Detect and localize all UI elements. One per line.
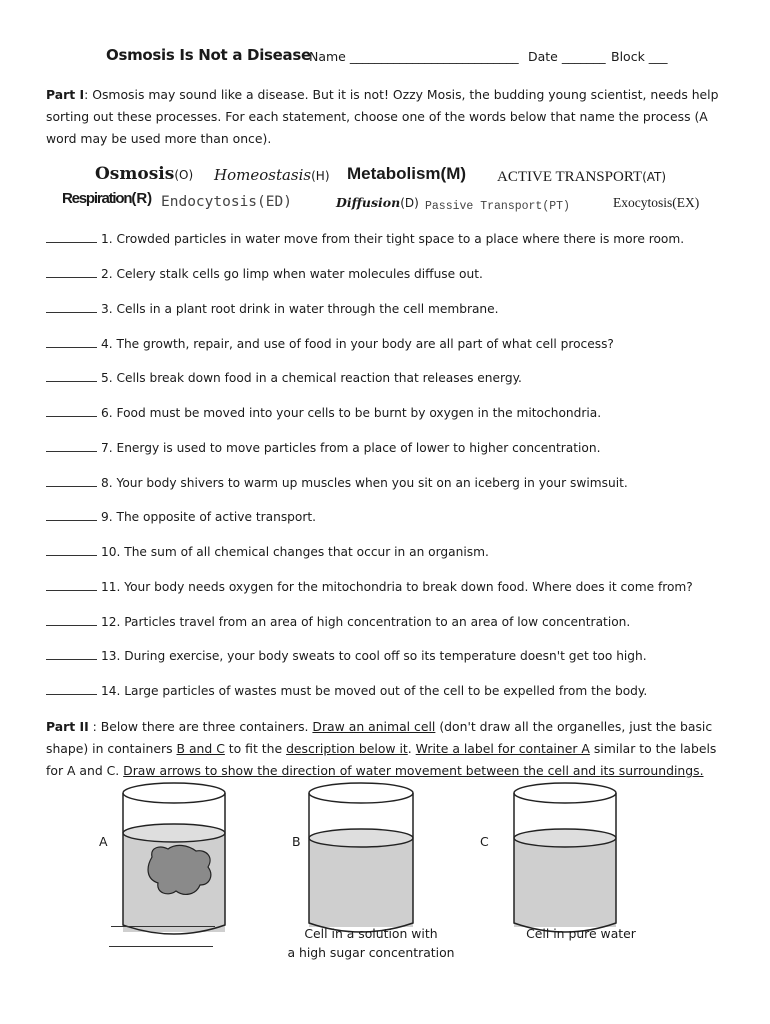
question-8: 8. Your body shivers to warm up muscles when you sit on an iceberg in your swimsuit. [46,476,628,490]
word-respiration: Respiration(R) [62,190,153,207]
question-3: 3. Cells in a plant root drink in water through the cell membrane. [46,302,499,316]
answer-blank[interactable] [46,510,97,521]
answer-blank[interactable] [46,441,97,452]
part1-heading: Part I [46,87,85,102]
question-5: 5. Cells break down food in a chemical reaction that releases energy. [46,371,522,385]
answer-blank[interactable] [46,615,97,626]
worksheet-header [0,46,770,68]
date-field[interactable]: Date _______ [528,49,606,64]
label-line-a-1[interactable] [111,926,215,927]
question-12: 12. Particles travel from an area of high concentration to an area of low concentration. [46,615,630,629]
block-field[interactable]: Block ___ [611,49,668,64]
container-a-letter: A [99,834,108,849]
container-b-caption: Cell in a solution with a high sugar concentration [287,926,455,960]
answer-blank[interactable] [46,684,97,695]
question-7: 7. Energy is used to move particles from a place of lower to higher concentration. [46,441,600,455]
worksheet-title: Osmosis Is Not a Disease [106,46,311,64]
containers-diagram [0,775,770,935]
container-b[interactable] [309,783,413,932]
container-c[interactable] [514,783,616,932]
question-10: 10. The sum of all chemical changes that occur in an organism. [46,545,489,559]
answer-blank[interactable] [46,371,97,382]
word-endocytosis: Endocytosis(ED) [161,194,292,210]
label-line-a-2[interactable] [109,946,213,947]
word-active-transport: ACTIVE TRANSPORT(AT) [497,169,667,185]
question-11: 11. Your body needs oxygen for the mitochondria to break down food. Where does it come from? [46,580,693,594]
container-c-letter: C [480,834,489,849]
question-13: 13. During exercise, your body sweats to cool off so its temperature doesn't get too high. [46,649,647,663]
question-9: 9. The opposite of active transport. [46,510,316,524]
answer-blank[interactable] [46,476,97,487]
word-exocytosis: Exocytosis(EX) [613,195,700,210]
word-bank-row-1 [0,163,770,187]
answer-blank[interactable] [46,649,97,660]
word-homeostasis: Homeostasis(H) [214,166,330,184]
word-metabolism: Metabolism(M) [347,164,467,183]
answer-blank[interactable] [46,580,97,591]
answer-blank[interactable] [46,302,97,313]
part1-instructions: : Osmosis may sound like a disease. But it is not! Ozzy Mosis, the budding young scientist, needs help sorting out these processes. For each statement, choose one of the words below that name the process (A word may be used more than once). [46,87,719,146]
answer-blank[interactable] [46,337,97,348]
container-c-caption: Cell in pure water [526,926,636,941]
answer-blank[interactable] [46,545,97,556]
answer-blank[interactable] [46,232,97,243]
answer-blank[interactable] [46,406,97,417]
word-osmosis: Osmosis(O) [95,164,194,184]
question-6: 6. Food must be moved into your cells to be burnt by oxygen in the mitochondria. [46,406,601,420]
container-b-letter: B [292,834,301,849]
question-1: 1. Crowded particles in water move from their tight space to a place where there is more room. [46,232,684,246]
word-passive-transport: Passive Transport(PT) [425,200,570,213]
question-4: 4. The growth, repair, and use of food in your body are all part of what cell process? [46,337,614,351]
question-14: 14. Large particles of wastes must be moved out of the cell to be expelled from the body. [46,684,647,698]
part1-intro [46,84,736,150]
question-2: 2. Celery stalk cells go limp when water molecules diffuse out. [46,267,483,281]
container-a[interactable] [123,783,225,934]
name-field[interactable]: Name ___________________________ [309,49,519,64]
part2-instructions: Part II : Below there are three containers. Draw an animal cell (don't draw all the organelles, just the basic shape) in containers B and C to fit the description below it. Write a label for container A similar to the labels for A and C. Draw arrows to show the direction of water movement between the cell and its surroundings. [46,719,717,778]
word-diffusion: Diffusion(D) [336,195,419,210]
answer-blank[interactable] [46,267,97,278]
word-bank-row-2 [0,188,770,212]
part2-heading: Part II [46,719,89,734]
